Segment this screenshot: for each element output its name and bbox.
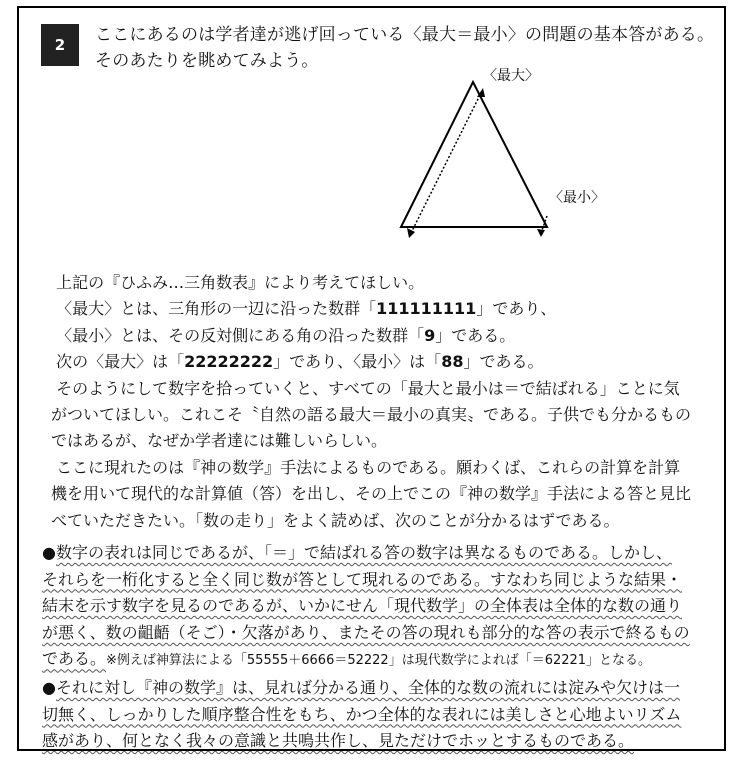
- body-p6-line3: べていただきたい。「数の走り」をよく読めば、次のことが分かるはずである。: [51, 510, 620, 530]
- triangle-shape: [401, 82, 547, 227]
- note1-line5: である。※例えば神算法による「55555＋6666＝52222」は現代数学によれば「＝62221」となる。: [42, 649, 652, 669]
- intro-line-1: ここにあるのは学者達が逃げ回っている〈最大＝最小〉の問題の基本答がある。: [95, 25, 715, 45]
- note2-line2: 切無く、しっかりした順序整合性をもち、かつ全体的な表れには美しさと心地よいリズム: [42, 704, 682, 724]
- body-p3: 〈最小〉とは、その反対側にある角の沿った数群「9」である。: [56, 325, 516, 345]
- note1-line3: 結末を示す数字を見るのであるが、いかにせん「現代数学」の全体表は全体的な数の通り: [42, 596, 683, 616]
- intro-line-2: そのあたりを眺めてみよう。: [95, 51, 319, 71]
- triangle-diagram: [379, 66, 619, 256]
- example-note: ※例えば神算法による「55555＋6666＝52222」は現代数学によれば「＝62221」となる。: [106, 653, 652, 669]
- note2-line1: ●それに対し『神の数学』は、見れば分かる通り、全体的な数の流れには淀みや欠けは一: [42, 677, 680, 697]
- note1-line1: ●数字の表れは同じであるが、「＝」で結ばれる答の数字は異なるものである。しかし、: [42, 543, 672, 562]
- section-number-badge: 2: [41, 24, 79, 66]
- body-p5-line3: ではあるが、なぜか学者達には難しいらしい。: [51, 431, 388, 451]
- section-frame: [17, 6, 726, 751]
- note1-line2: それらを一桁化すると全く同じ数が答として現れるのである。すなわち同じような結果・: [42, 569, 683, 589]
- label-max: 〈最大〉: [483, 68, 539, 84]
- bullet-1: ●: [42, 543, 56, 562]
- conclusion-notes: [42, 540, 736, 755]
- bullet-2: ●: [42, 677, 56, 697]
- note2-line3: 感があり、何となく我々の意識と共鳴共作し、見ただけでホッとするものである。: [42, 731, 635, 751]
- body-p5-line1: そのようにして数字を拾っていくと、すべての「最大と最小は＝で結ばれる」ことに気: [56, 378, 680, 398]
- body-p6-line1: ここに現れたのは『神の数学』手法によるものである。願わくば、これらの計算を計算: [56, 457, 681, 477]
- body-p4: 次の〈最大〉は「22222222」であり、〈最小〉は「88」である。: [56, 352, 544, 372]
- arrowhead-bottom-left: [407, 228, 415, 238]
- body-p5-line2: がついてほしい。これこそ〝自然の語る最大＝最小の真実〟である。子供でも分かるもの: [51, 405, 692, 425]
- explanation-text: [51, 270, 735, 534]
- body-p2: 〈最大〉とは、三角形の一辺に沿った数群「111111111」であり、: [56, 299, 557, 319]
- label-min: 〈最小〉: [549, 190, 605, 206]
- body-p1: 上記の『ひふみ…三角数表』により考えてほしい。: [56, 273, 425, 292]
- max-edge-dotted-line: [411, 93, 481, 233]
- note1-line4: が悪く、数の齟齬（そご）・欠落があり、またその答の現れも部分的な答の表示で終るもの: [42, 622, 690, 642]
- body-p6-line2: 機を用いて現代的な計算値（答）を出し、その上でこの『神の数学』手法による答と見比: [51, 484, 692, 504]
